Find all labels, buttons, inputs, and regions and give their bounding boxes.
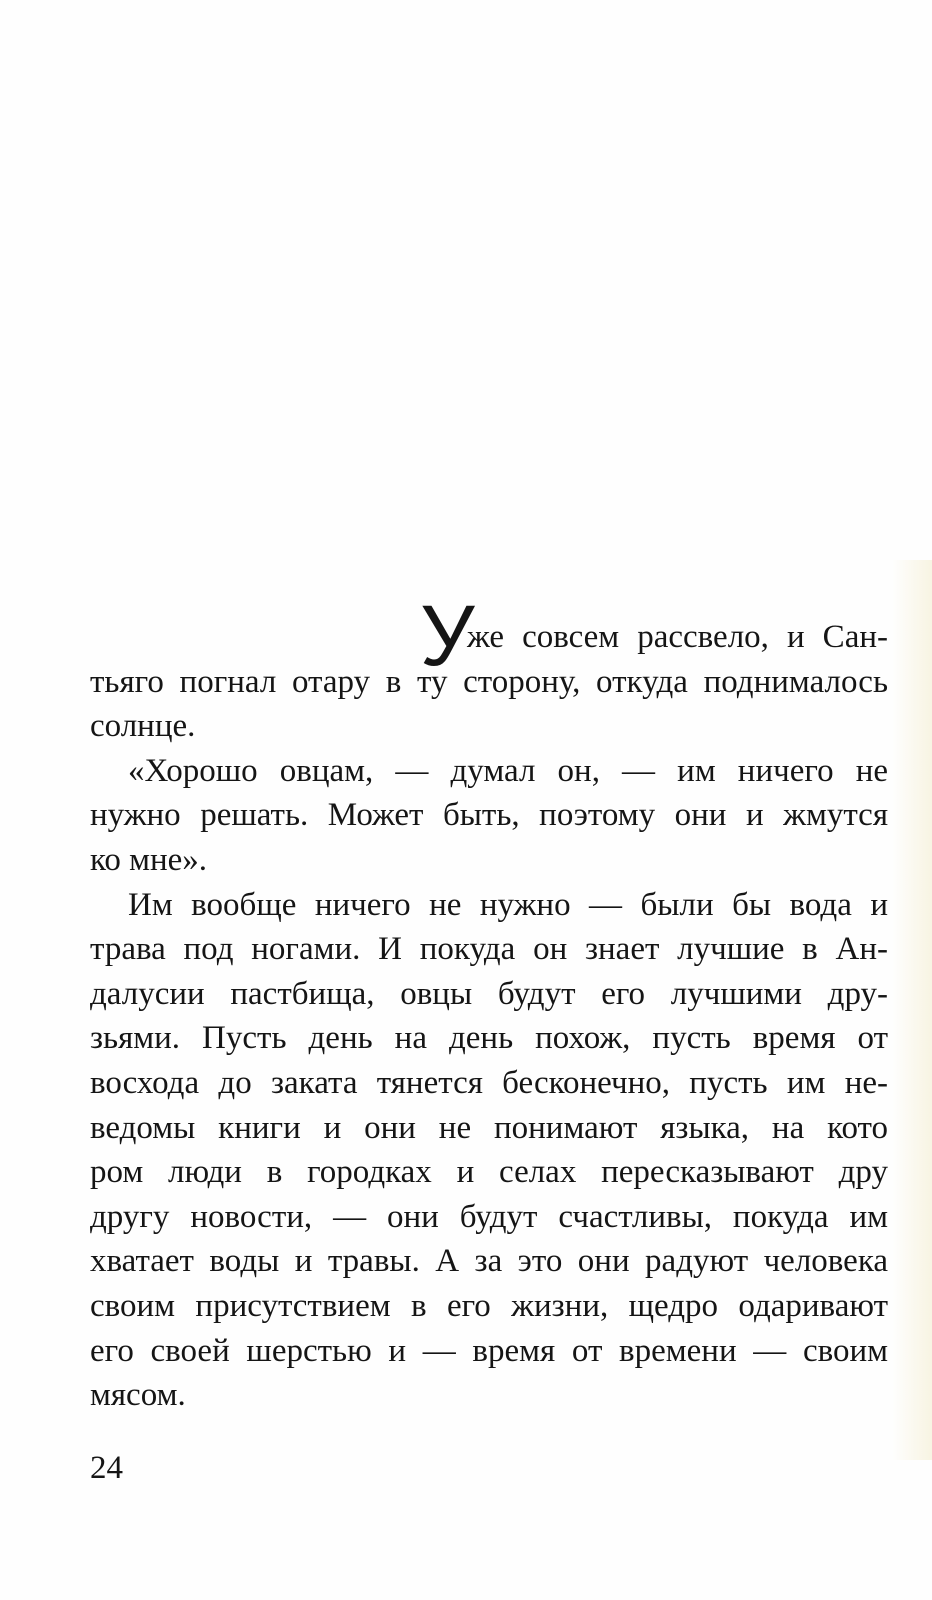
line-text: ром люди в городках и селах пересказывают дру [90,1154,888,1191]
body-text [90,588,888,1418]
text-line [90,793,888,838]
line-text: своим присутствием в его жизни, щедро одаривают [90,1287,888,1324]
text-line [90,883,888,928]
text-line [90,1373,888,1418]
line-text: же совсем рассвело, и Сан- [467,619,888,655]
line-text: ведомы книги и они не понимают языка, на кото [90,1109,888,1146]
page-edge-shadow [892,560,932,1460]
line-text: трава под ногами. И покуда он знает лучшие в Ан- [90,931,888,968]
text-line [90,927,888,972]
line-text: другу новости, — они будут счастливы, покуда им [90,1198,888,1235]
text-line [90,1195,888,1240]
page-number: 24 [90,1450,123,1486]
line-text: солнце. [90,708,196,745]
line-text: мясом. [90,1377,186,1414]
line-text: его своей шерстью и — время от времени — своим [90,1332,888,1369]
text-line [90,1329,888,1374]
text-line [90,1284,888,1329]
line-text: ко мне». [90,841,208,878]
text-line [90,1016,888,1061]
line-text: далусии пастбища, овцы будут его лучшими дру- [90,975,888,1012]
line-text: зьями. Пусть день на день похож, пусть время от [90,1020,888,1057]
line-text: хватает воды и травы. А за это они радуют человека [90,1243,888,1280]
text-line [90,1239,888,1284]
text-line [90,660,888,705]
line-text: нужно решать. Может быть, поэтому они и жмутся [90,797,888,834]
text-line [90,704,888,749]
text-line [90,1150,888,1195]
line-text: «Хорошо овцам, — думал он, — им ничего не [128,752,888,789]
text-line [90,838,888,883]
line-text: восхода до заката тянется бесконечно, пусть им не- [90,1064,888,1101]
text-line [90,749,888,794]
line-text: Им вообще ничего не нужно — были бы вода и [128,886,888,923]
line-text: тьяго погнал отару в ту сторону, откуда поднималось [90,663,888,700]
text-line [90,972,888,1017]
drop-cap: У [420,588,475,684]
text-line [90,1061,888,1106]
text-line [90,1106,888,1151]
